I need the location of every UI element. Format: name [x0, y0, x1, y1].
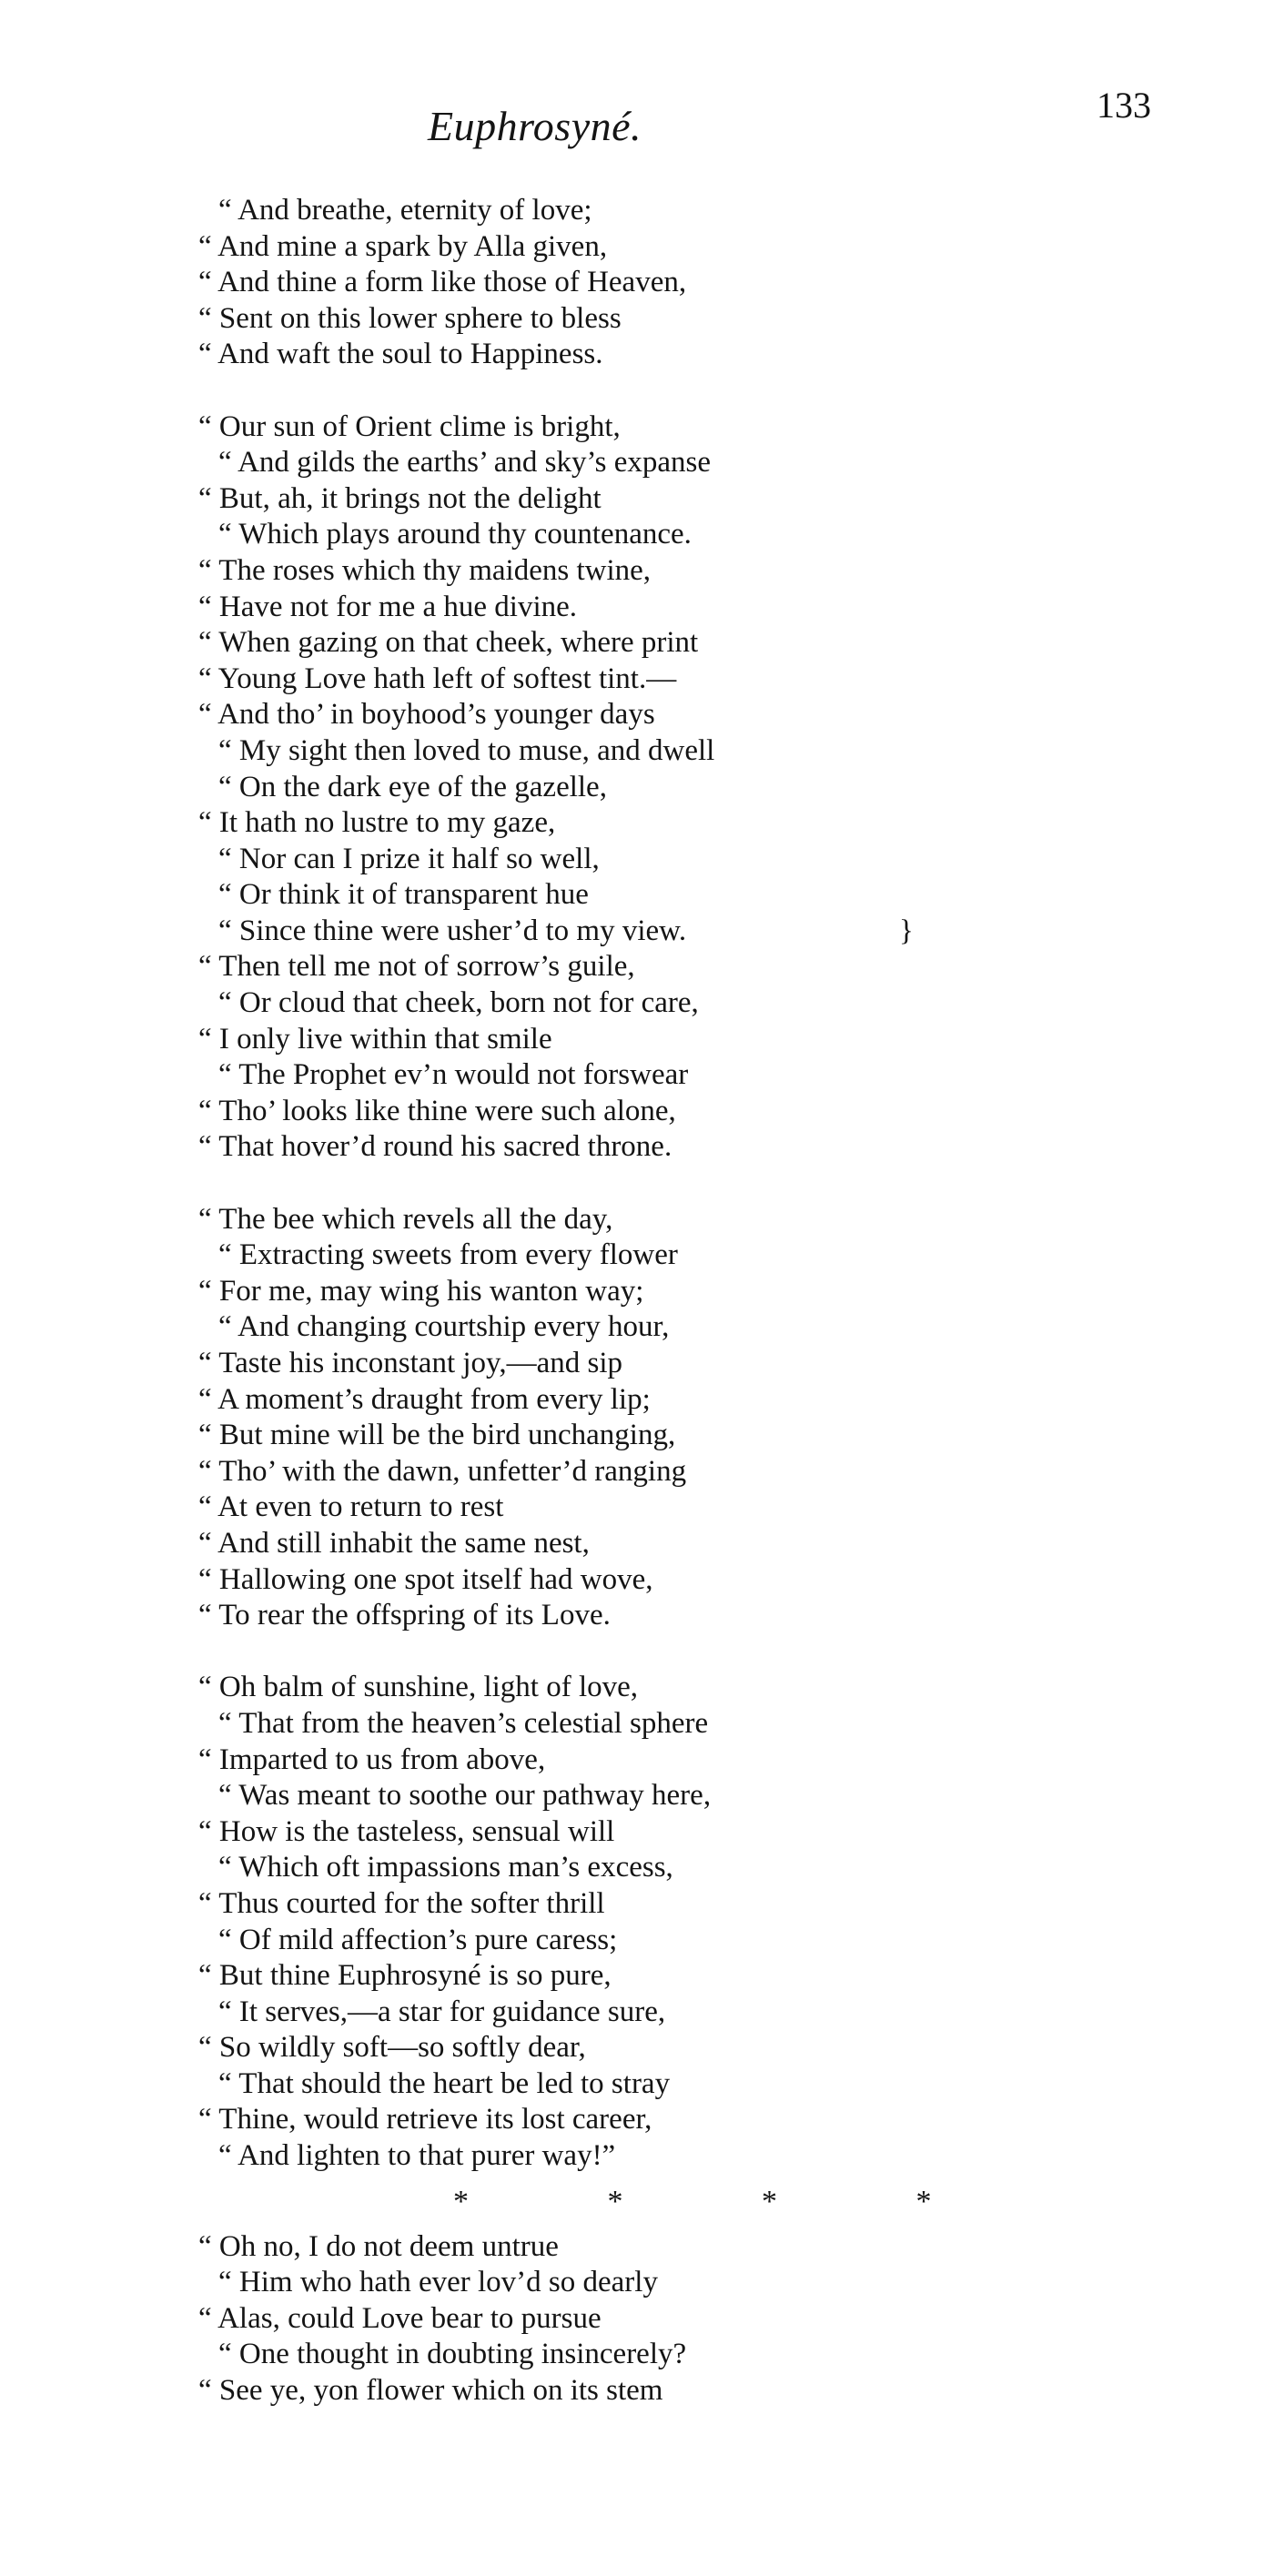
poem-line	[0, 1923, 1274, 1959]
poem-line-text: “ See ye, yon flower which on its stem	[198, 2374, 663, 2408]
poem-line	[0, 409, 1274, 446]
poem-line-text: “ Young Love hath left of softest tint.—	[198, 662, 677, 695]
poem-line	[0, 842, 1274, 878]
poem-line	[0, 1598, 1274, 1634]
poem-line	[0, 2066, 1274, 2103]
poem-line	[0, 625, 1274, 662]
poem-line-text: “ Or think it of transparent hue	[218, 878, 589, 912]
poem-line	[0, 1670, 1274, 1706]
poem-line	[0, 1237, 1274, 1274]
poem-line	[0, 1814, 1274, 1851]
poem-line	[0, 1202, 1274, 1238]
poem-line-text: “ It hath no lustre to my gaze,	[198, 806, 556, 840]
poem-line-text: “ How is the tasteless, sensual will	[198, 1814, 615, 1848]
poem-line-text: “ One thought in doubting insincerely?	[218, 2338, 687, 2371]
poem-line-text: “ Oh no, I do not deem untrue	[198, 2229, 559, 2263]
poem-line	[0, 1706, 1274, 1743]
poem-line	[0, 1022, 1274, 1058]
poem-line	[0, 1418, 1274, 1454]
poem-line	[0, 662, 1274, 698]
poem-line-text: “ Then tell me not of sorrow’s guile,	[198, 950, 635, 984]
poem-line-text: “ Or cloud that cheek, born not for care,	[218, 986, 699, 1020]
poem-line-text: “ Which oft impassions man’s excess,	[218, 1851, 673, 1884]
poem-line-text: “ But, ah, it brings not the delight	[198, 481, 602, 515]
poem-line	[0, 733, 1274, 770]
poem-line-text: “ That hover’d round his sacred throne.	[198, 1130, 672, 1164]
poem-line-text: “ On the dark eye of the gazelle,	[218, 770, 607, 803]
margin-mark: }	[899, 914, 914, 947]
poem-line-text: “ Which plays around thy countenance.	[218, 518, 692, 551]
poem-line	[0, 1382, 1274, 1419]
poem-line	[0, 1743, 1274, 1779]
poem-line	[0, 1309, 1274, 1346]
stanza-break	[0, 1166, 1274, 1202]
poem-line-text: “ To rear the offspring of its Love.	[198, 1599, 611, 1632]
poem-line-text: “ And waft the soul to Happiness.	[198, 338, 603, 371]
poem-line	[0, 481, 1274, 518]
poem-line	[0, 2373, 1274, 2409]
stanza-break	[0, 373, 1274, 409]
poem-line	[0, 1129, 1274, 1166]
poem-line	[0, 1958, 1274, 1995]
poem-line-text: “ Our sun of Orient clime is bright,	[198, 409, 621, 443]
poem-line-text: “ That from the heaven’s celestial sphere	[218, 1706, 709, 1740]
poem-line	[0, 1778, 1274, 1814]
poem-line	[0, 1886, 1274, 1923]
poem-line-text: “ And still inhabit the same nest,	[198, 1526, 590, 1560]
poem-line	[0, 877, 1274, 914]
poem-line-text: “ Sent on this lower sphere to bless	[198, 301, 622, 335]
page-number: 133	[1097, 85, 1151, 126]
poem-line-text: “ And changing courtship every hour,	[218, 1310, 670, 1344]
poem-line	[0, 265, 1274, 301]
running-head: Euphrosyné.	[428, 103, 642, 149]
poem-line	[0, 445, 1274, 481]
poem-line	[0, 1562, 1274, 1599]
poem-line-text: “ My sight then loved to muse, and dwell	[218, 733, 715, 767]
poem-line	[0, 2138, 1274, 2175]
poem-line	[0, 914, 1274, 950]
poem-line-text: “ A moment’s draught from every lip;	[198, 1382, 651, 1416]
poem-line-text: “ Tho’ with the dawn, unfetter’d ranging	[198, 1454, 687, 1488]
poem-line	[0, 553, 1274, 590]
poem-line	[0, 2102, 1274, 2138]
poem-line-text: “ At even to return to rest	[198, 1490, 504, 1524]
poem-line-text: “ Thus courted for the softer thrill	[198, 1886, 605, 1920]
poem-line-text: “ And mine a spark by Alla given,	[198, 229, 608, 263]
poem-line-text: “ It serves,—a star for guidance sure,	[218, 1995, 666, 2028]
poem-line-text: “ Have not for me a hue divine.	[198, 590, 578, 623]
poem-line	[0, 2265, 1274, 2301]
poem-line-text: “ The Prophet ev’n would not forswear	[218, 1058, 689, 1092]
poem-line	[0, 301, 1274, 338]
poem-line	[0, 1346, 1274, 1382]
poem-line-text: “ Thine, would retrieve its lost career,	[198, 2103, 652, 2137]
poem-line-text: “ And thine a form like those of Heaven,	[198, 266, 687, 299]
poem-line	[0, 770, 1274, 806]
poem-line	[0, 2337, 1274, 2373]
poem-line-text: “ Him who hath ever lov’d so dearly	[218, 2266, 658, 2299]
poem-line-text: “ Tho’ looks like thine were such alone,	[198, 1094, 676, 1127]
poem-line	[0, 1454, 1274, 1490]
poem-line	[0, 193, 1274, 229]
poem-line-text: “ Nor can I prize it half so well,	[218, 842, 600, 875]
poem-line-text: “ Was meant to soothe our pathway here,	[218, 1779, 712, 1813]
poem-line	[0, 1995, 1274, 2031]
poem-line-text: “ Extracting sweets from every flower	[218, 1238, 678, 1272]
poem-line	[0, 2301, 1274, 2338]
poem-line	[0, 1850, 1274, 1886]
poem-line	[0, 517, 1274, 553]
poem-line-text: “ And tho’ in boyhood’s younger days	[198, 698, 655, 732]
poem-line	[0, 590, 1274, 626]
poem-line-text: “ So wildly soft—so softly dear,	[198, 2031, 586, 2065]
poem-line-text: “ But thine Euphrosyné is so pure,	[198, 1959, 612, 1993]
poem-line-text: “ When gazing on that cheek, where print	[198, 626, 699, 660]
poem-line-text: “ The roses which thy maidens twine,	[198, 553, 652, 587]
poem-line	[0, 949, 1274, 985]
poem-line-text: “ And lighten to that purer way!”	[218, 2139, 616, 2173]
poem-line-text: “ Of mild affection’s pure caress;	[218, 1923, 618, 1956]
poem-line	[0, 697, 1274, 733]
poem-line-text: “ And breathe, eternity of love;	[218, 194, 592, 227]
poem-line-text: “ Oh balm of sunshine, light of love,	[198, 1671, 639, 1704]
poem-line	[0, 805, 1274, 842]
poem-line	[0, 2229, 1274, 2266]
poem-line	[0, 2030, 1274, 2066]
poem-line-text: “ Alas, could Love bear to pursue	[198, 2301, 602, 2335]
poem-line	[0, 229, 1274, 266]
poem-line	[0, 1057, 1274, 1094]
poem-line-text: “ The bee which revels all the day,	[198, 1202, 613, 1236]
poem-line	[0, 1490, 1274, 1526]
section-separator: * * * *	[453, 2184, 997, 2218]
poem-line	[0, 1526, 1274, 1562]
poem-line-text: “ That should the heart be led to stray	[218, 2066, 671, 2100]
poem-line	[0, 1274, 1274, 1310]
poem-line-text: “ For me, may wing his wanton way;	[198, 1274, 644, 1308]
poem-line-text: “ Since thine were usher’d to my view.	[218, 914, 687, 947]
poem-line	[0, 1094, 1274, 1130]
poem-line	[0, 985, 1274, 1022]
poem-line-text: “ Hallowing one spot itself had wove,	[198, 1562, 653, 1596]
poem-line	[0, 337, 1274, 373]
poem-line-text: “ I only live within that smile	[198, 1022, 552, 1056]
poem-body	[0, 193, 1274, 2409]
stanza-break	[0, 1634, 1274, 1671]
poem-line-text: “ But mine will be the bird unchanging,	[198, 1419, 676, 1452]
poem-line-text: “ Taste his inconstant joy,—and sip	[198, 1347, 623, 1379]
poem-line-text: “ Imparted to us from above,	[198, 1743, 546, 1776]
poem-line-text: “ And gilds the earths’ and sky’s expanse	[218, 446, 712, 480]
